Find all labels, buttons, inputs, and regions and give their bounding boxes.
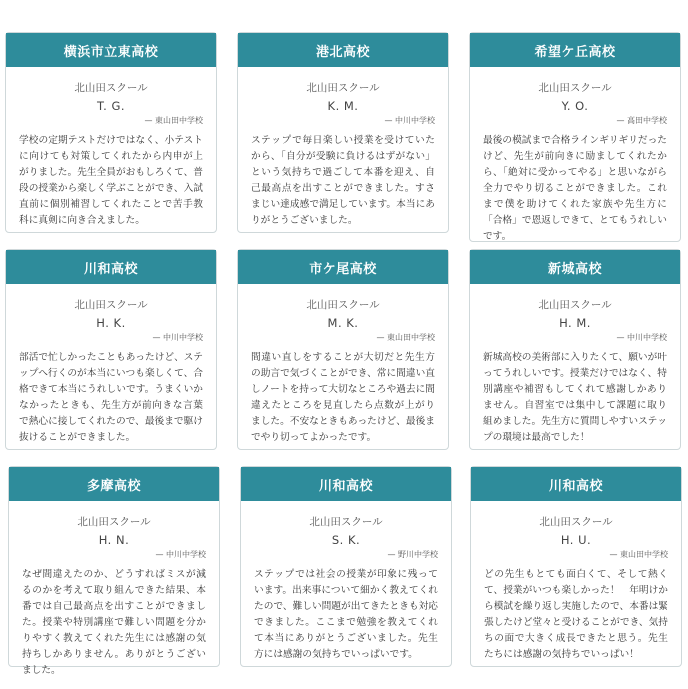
testimonial-text: 学校の定期テストだけではなく、小テストに向けても対策してくれたから内申が上がりました。先生全員がおもしろくて、普段の授業から楽しく学ぶことができ、入試直前に個別補習してくれたことで苦手教科に真剣に向き合えました。 [19, 135, 203, 226]
testimonial-card [469, 249, 681, 450]
testimonial-card [8, 466, 220, 676]
testimonial-card [469, 32, 681, 242]
middle-school-name: — 中川中学校 [155, 550, 206, 559]
student-initials: H. U. [560, 533, 592, 547]
card-body [238, 284, 448, 456]
testimonial-text: 新城高校の美術部に入りたくて、願いが叶ってうれしいです。授業だけではなく、特別講座や補習もしてくれて感謝しかありません。自習室では集中して課題に取り組めました。先生方に質問しやすいステップの環境は最高でした！ [483, 352, 667, 443]
middle-school-name: — 野川中学校 [387, 550, 438, 559]
middle-school-name: — 中川中学校 [152, 333, 203, 342]
student-initials: H. K. [96, 316, 126, 330]
card-header-school: 多摩高校 [9, 467, 219, 501]
cram-school-name: 北山田スクール [306, 82, 380, 94]
testimonial-card [5, 249, 217, 450]
testimonial-text: ステップでは社会の授業が印象に残っています。出来事について細かく教えてくれたので、難しい問題が出てきたときも対応できました。ここまで勉強を教えてくれて本当にありがとうございました。先生方には感謝の気持ちでいっぱいです。 [254, 569, 438, 660]
cram-school-name: 北山田スクール [538, 299, 612, 311]
card-header-school: 川和高校 [471, 467, 681, 501]
card-header-school: 横浜市立東高校 [6, 33, 216, 67]
student-initials: S. K. [331, 533, 361, 547]
cram-school-name: 北山田スクール [538, 82, 612, 94]
student-initials: H. M. [559, 316, 591, 330]
student-initials: H. N. [98, 533, 130, 547]
student-initials: T. G. [96, 99, 126, 113]
testimonial-card [240, 466, 452, 667]
cram-school-name: 北山田スクール [539, 516, 613, 528]
cram-school-name: 北山田スクール [74, 82, 148, 94]
card-body [470, 284, 680, 456]
testimonial-text: 最後の模試まで合格ラインギリギリだったけど、先生が前向きに励ましてくれたから、「絶対に受かってやる」と思いながら全力でやり切ることができました。これまで僕を助けてくれた家族や先生方に「合格」で恩返しできて、とてもうれしいです。 [483, 135, 667, 242]
card-body [241, 501, 451, 673]
testimonial-text: どの先生もとても面白くて、そして熱くて、授業がいつも楽しかった！ 年明けから模試を繰り返し実施したので、本番は緊張したけど堂々と受けることができ、気持ちの面で大きく成長できたと思う。先生たちには感謝の気持ちでいっぱい！ [484, 569, 668, 660]
card-body [238, 67, 448, 239]
testimonial-text: 部活で忙しかったこともあったけど、ステップへ行くのが本当にいつも楽しくて、合格できて本当にうれしいです。うまくいかなかったときも、先生方が前向きな言葉で熱心に接してくれたので、最後まで駆け抜けることができました。 [19, 352, 203, 443]
middle-school-name: — 東山田中学校 [144, 116, 203, 125]
testimonial-card [470, 466, 682, 667]
card-header-school: 川和高校 [6, 250, 216, 284]
testimonial-card [237, 32, 449, 233]
card-body [470, 67, 680, 255]
cram-school-name: 北山田スクール [306, 299, 380, 311]
testimonial-text: ステップで毎日楽しい授業を受けていたから、「自分が受験に負けるはずがない」という気持ちで過ごして本番を迎え、自己最高点を出すことができました。すさまじい達成感で満足しています。本当にありがとうございました。 [251, 135, 435, 226]
cram-school-name: 北山田スクール [77, 516, 151, 528]
student-initials: K. M. [327, 99, 359, 113]
middle-school-name: — 中川中学校 [384, 116, 435, 125]
testimonial-card [237, 249, 449, 450]
student-initials: M. K. [327, 316, 359, 330]
middle-school-name: — 高田中学校 [616, 116, 667, 125]
card-body [9, 501, 219, 689]
card-header-school: 川和高校 [241, 467, 451, 501]
testimonial-text: なぜ間違えたのか、どうすればミスが減るのかを考えて取り組んできた結果、本番では自己最高点を出すことができました。授業や特別講座で難しい問題を分かりやすく教えてくれた先生には感謝の気持ちしかありません。ありがとうございました。 [22, 569, 206, 676]
card-header-school: 希望ケ丘高校 [470, 33, 680, 67]
cram-school-name: 北山田スクール [74, 299, 148, 311]
testimonial-text: 間違い直しをすることが大切だと先生方の助言で気づくことができ、常に間違い直しノートを持って大切なところや過去に間違えたところを見直したら点数が上がりました。不安なときもあったけど、最後までやり切ってよかったです。 [251, 352, 435, 443]
card-header-school: 港北高校 [238, 33, 448, 67]
card-header-school: 市ケ尾高校 [238, 250, 448, 284]
card-header-school: 新城高校 [470, 250, 680, 284]
card-body [6, 67, 216, 239]
middle-school-name: — 中川中学校 [616, 333, 667, 342]
cram-school-name: 北山田スクール [309, 516, 383, 528]
card-body [6, 284, 216, 456]
card-body [471, 501, 681, 673]
testimonial-card [5, 32, 217, 233]
middle-school-name: — 東山田中学校 [376, 333, 435, 342]
student-initials: Y. O. [561, 99, 589, 113]
middle-school-name: — 東山田中学校 [609, 550, 668, 559]
